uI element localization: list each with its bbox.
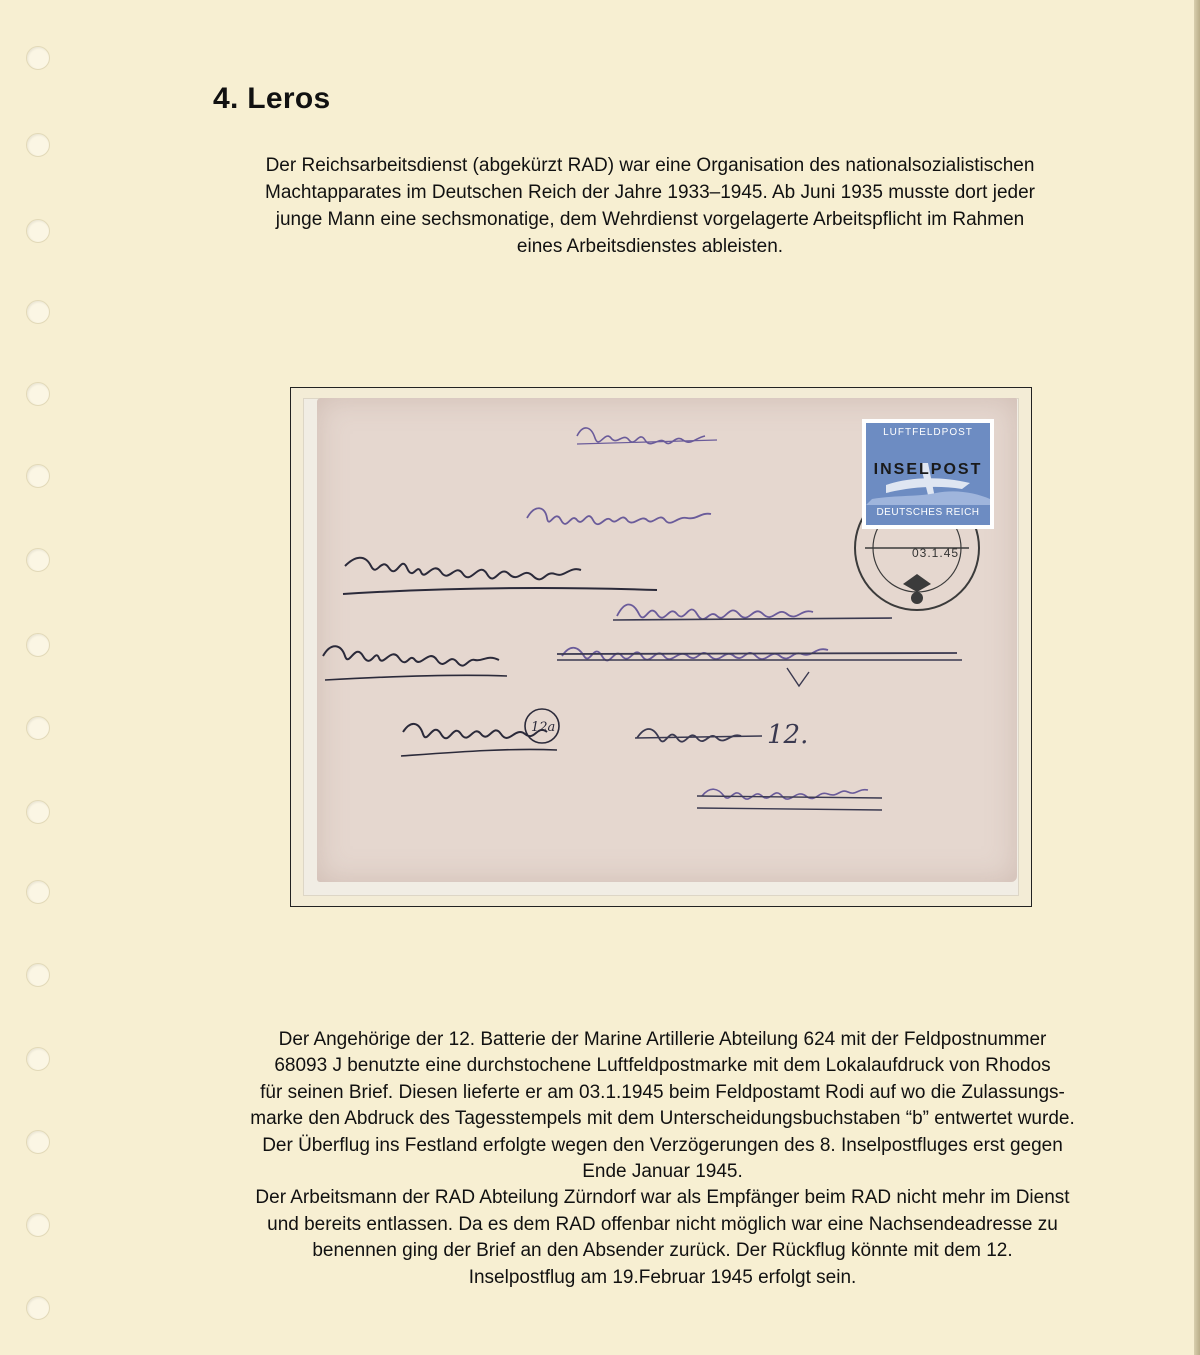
binder-hole: [26, 464, 50, 488]
description-line: Inselpostflug am 19.Februar 1945 erfolgt sein.: [468, 1266, 857, 1288]
stamp-top-text: LUFTFELDPOST: [883, 427, 973, 438]
binder-hole: [26, 548, 50, 572]
cover-envelope: [317, 398, 1017, 882]
marking-circle-text: 12a: [531, 720, 556, 735]
description-line: benennen ging der Brief an den Absender zurück. Der Rückflug könnte mit dem 12.: [312, 1240, 1013, 1262]
stamp-overprint: INSELPOST: [873, 461, 983, 478]
page-edge: [1194, 0, 1200, 1355]
description-line: Ende Januar 1945.: [582, 1161, 743, 1183]
description-line: für seinen Brief. Diesen lieferte er am 03.1.1945 beim Feldpostamt Rodi auf wo die Zulassungs-: [260, 1081, 1065, 1103]
postmark-date: 03.1.45: [912, 546, 960, 560]
intro-line: Machtapparates im Deutschen Reich der Jahre 1933–1945. Ab Juni 1935 musste dort jeder: [265, 182, 1035, 203]
description-line: Der Überflug ins Festland erfolgte wegen den Verzögerungen des 8. Inselpostfluges erst gegen: [262, 1134, 1063, 1156]
description-line: marke den Abdruck des Tagesstempels mit dem Unterscheidungsbuchstaben “b” entwertet wurde.: [250, 1108, 1075, 1130]
description-line: 68093 J benutzte eine durchstochene Luftfeldpostmarke mit dem Lokalaufdruck von Rhodos: [274, 1055, 1051, 1077]
svg-text:12.: 12.: [767, 720, 809, 750]
page-title: 4. Leros: [213, 82, 331, 115]
binder-hole: [26, 633, 50, 657]
binder-hole: [26, 880, 50, 904]
intro-text: [190, 152, 1110, 260]
binder-hole: [26, 382, 50, 406]
binder-holes: [26, 0, 56, 1355]
intro-line: junge Mann eine sechsmonatige, dem Wehrdienst vorgelagerte Arbeitspflicht im Rahmen: [275, 209, 1025, 230]
intro-line: Der Reichsarbeitsdienst (abgekürzt RAD) war eine Organisation des nationalsozialistischen: [265, 155, 1035, 176]
binder-hole: [26, 963, 50, 987]
binder-hole: [26, 716, 50, 740]
binder-hole: [26, 133, 50, 157]
binder-hole: [26, 219, 50, 243]
intro-line: eines Arbeitsdienstes ableisten.: [516, 236, 784, 257]
binder-hole: [26, 1130, 50, 1154]
description-line: und bereits entlassen. Da es dem RAD offenbar nicht möglich war eine Nachsendeadresse zu: [267, 1213, 1058, 1235]
description-line: Der Arbeitsmann der RAD Abteilung Zürndorf war als Empfänger beim RAD nicht mehr im Dienst: [255, 1187, 1070, 1209]
stamp-face: [866, 423, 990, 525]
binder-hole: [26, 1296, 50, 1320]
description-text: [185, 1027, 1140, 1291]
stamp: [862, 419, 994, 529]
stamp-bottom-text: DEUTSCHES REICH: [876, 507, 980, 518]
binder-hole: [26, 300, 50, 324]
binder-hole: [26, 800, 50, 824]
binder-hole: [26, 46, 50, 70]
binder-hole: [26, 1213, 50, 1237]
description-line: Der Angehörige der 12. Batterie der Marine Artillerie Abteilung 624 mit der Feldpostnummer: [278, 1029, 1047, 1050]
binder-hole: [26, 1047, 50, 1071]
